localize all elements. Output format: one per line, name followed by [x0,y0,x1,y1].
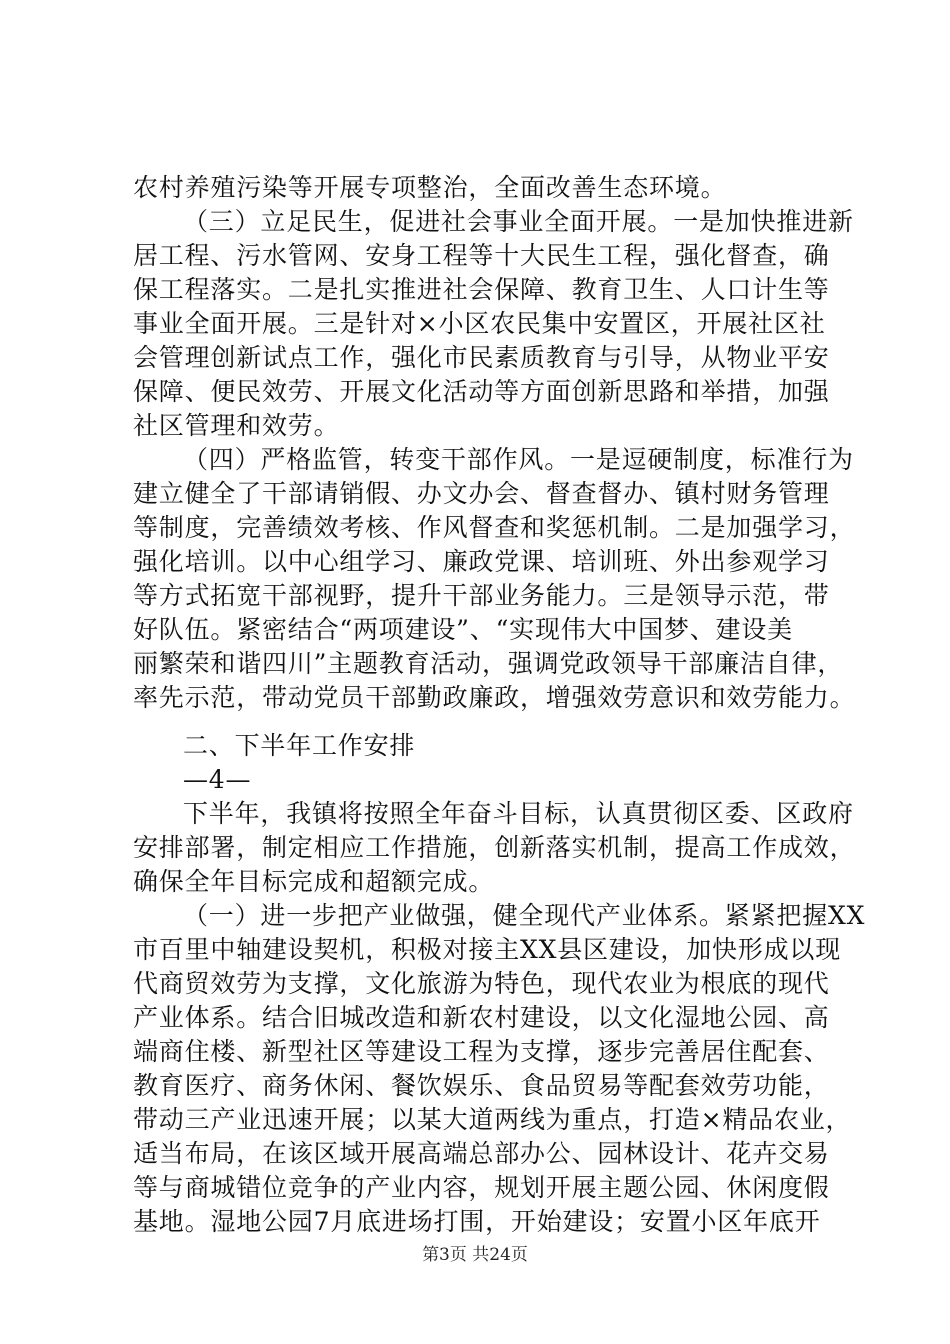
inline-page-marker: —4— [183,765,252,794]
text-line: 下半年，我镇将按照全年奋斗目标，认真贯彻区委、区政府 [183,799,854,828]
text-line: 等方式拓宽干部视野，提升干部业务能力。三是领导示范，带 [133,581,830,610]
text-line: 保障、便民效劳、开展文化活动等方面创新思路和举措，加强 [133,377,830,406]
text-line: 教育医疗、商务休闲、餐饮娱乐、食品贸易等配套效劳功能， [133,1071,830,1100]
text-line: 代商贸效劳为支撑，文化旅游为特色，现代农业为根底的现代 [133,969,830,998]
text-line: 社区管理和效劳。 [133,411,340,440]
text-line: 强化培训。以中心组学习、廉政党课、培训班、外出参观学习 [133,547,830,576]
text-line: 事业全面开展。三是针对×小区农民集中安置区，开展社区社 [133,309,826,338]
text-line: 适当布局，在该区域开展高端总部办公、园林设计、花卉交易 [133,1139,830,1168]
text-line: 市百里中轴建设契机，积极对接主XX县区建设，加快形成以现 [133,935,841,964]
text-line: 好队伍。紧密结合“两项建设”、“实现伟大中国梦、建设美 [133,615,793,644]
chapter-heading: 二、下半年工作安排 [183,731,416,760]
text-line: 基地。湿地公园7月底进场打围，开始建设；安置小区年底开 [133,1207,821,1236]
text-line: 安排部署，制定相应工作措施，创新落实机制，提高工作成效， [133,833,856,862]
page-footer: 第3页 共24页 [422,1245,528,1265]
text-line: 等与商城错位竞争的产业内容，规划开展主题公园、休闲度假 [133,1173,830,1202]
text-line: 带动三产业迅速开展；以某大道两线为重点，打造×精品农业， [133,1105,852,1134]
section-heading-line: （一）进一步把产业做强，健全现代产业体系。紧紧把握XX [183,901,866,930]
text-line: 率先示范，带动党员干部勤政廉政，增强效劳意识和效劳能力。 [133,683,856,712]
section-heading-line: （三）立足民生，促进社会事业全面开展。一是加快推进新 [183,207,854,236]
text-line: 丽繁荣和谐四川”主题教育活动，强调党政领导干部廉洁自律， [133,649,844,678]
section-heading-line: （四）严格监管，转变干部作风。一是逗硬制度，标准行为 [183,445,854,474]
text-line: 产业体系。结合旧城改造和新农村建设，以文化湿地公园、高 [133,1003,830,1032]
text-line: 保工程落实。二是扎实推进社会保障、教育卫生、人口计生等 [133,275,830,304]
text-line: 等制度，完善绩效考核、作风督查和奖惩机制。二是加强学习， [133,513,856,542]
text-line: 建立健全了干部请销假、办文办会、督查督办、镇村财务管理 [133,479,830,508]
text-line: 会管理创新试点工作，强化市民素质教育与引导，从物业平安 [133,343,830,372]
text-line: 端商住楼、新型社区等建设工程为支撑，逐步完善居住配套、 [133,1037,830,1066]
text-line: 居工程、污水管网、安身工程等十大民生工程，强化督查，确 [133,241,830,270]
text-line: 农村养殖污染等开展专项整治，全面改善生态环境。 [133,173,727,202]
text-line: 确保全年目标完成和超额完成。 [133,867,495,896]
